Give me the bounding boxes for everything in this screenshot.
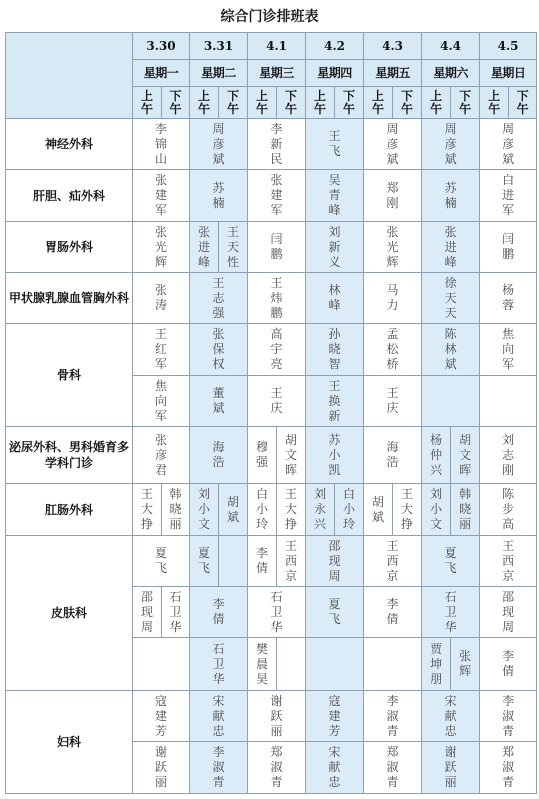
doctor-cell-text: 谢跃丽 [270,693,283,738]
doctor-cell-text: 宋献忠 [212,693,225,738]
weekday-header [190,60,248,87]
doctor-cell-text: 郑刚 [386,180,399,210]
table-row [6,691,537,742]
doctor-cell [133,587,162,638]
department-hepatobiliary [6,170,133,222]
doctor-cell [277,536,306,587]
doctor-cell [190,376,248,427]
am-header-text: 上午 [198,88,211,116]
doctor-cell-text: 邵现周 [328,538,341,583]
doctor-cell [133,324,190,376]
doctor-cell-text: 张光辉 [386,224,399,269]
doctor-cell [306,273,364,324]
date-header-text: 4.4 [440,38,462,53]
doctor-cell [248,273,306,324]
doctor-cell-text: 穆强 [256,440,269,469]
doctor-cell [190,638,248,691]
doctor-cell [480,324,537,376]
weekday-header-text: 星期四 [317,65,352,80]
doctor-cell [133,484,162,536]
doctor-cell [306,119,364,170]
department-orthopedics [6,324,133,427]
table-row [6,484,537,536]
am-header [480,87,509,119]
doctor-cell [393,484,422,536]
weekday-header [133,60,190,87]
doctor-cell-text: 闫鹏 [270,232,283,261]
doctor-cell-text: 王西京 [285,538,298,583]
table-row [6,324,537,376]
empty-cell [219,536,248,587]
doctor-cell [422,742,480,794]
doctor-cell [422,427,451,484]
doctor-cell [219,222,248,273]
doctor-cell [248,587,306,638]
doctor-cell [248,170,306,222]
doctor-cell-text: 刘永兴 [314,487,327,531]
doctor-cell-text: 李倩 [212,597,225,626]
doctor-cell-text: 夏飞 [328,597,341,626]
doctor-cell-text: 王志强 [212,275,225,320]
doctor-cell [422,536,480,587]
doctor-cell [422,119,480,170]
doctor-cell [133,376,190,427]
doctor-cell [422,691,480,742]
doctor-cell [219,484,248,536]
weekday-header-text: 星期日 [490,65,526,80]
doctor-cell-text: 李倩 [256,546,269,575]
doctor-cell-text: 周彦斌 [212,121,225,166]
am-header-text: 上午 [256,88,269,116]
date-header-text: 4.3 [382,38,404,53]
table-row [6,536,537,587]
doctor-cell-text: 夏飞 [444,546,457,575]
weekday-header [422,60,480,87]
doctor-cell [422,170,480,222]
doctor-cell [364,536,422,587]
doctor-cell [306,484,335,536]
doctor-cell [364,376,422,427]
department-anorectal-text: 肛肠外科 [44,502,93,517]
doctor-cell-text: 宋献忠 [444,693,457,738]
doctor-cell [248,691,306,742]
department-thyroid-breast [6,273,133,324]
doctor-cell [133,222,190,273]
doctor-cell [248,638,277,691]
doctor-cell-text: 孟松桥 [386,327,399,371]
doctor-cell-text: 王换新 [328,378,341,423]
doctor-cell-text: 胡斌 [227,494,240,524]
doctor-cell-text: 刘小文 [430,487,443,531]
doctor-cell [364,222,422,273]
table-row [6,427,537,484]
doctor-cell-text: 郑淑青 [386,745,399,789]
doctor-cell [306,170,364,222]
am-header-text: 上午 [430,88,443,116]
doctor-cell [190,273,248,324]
doctor-cell [306,376,364,427]
doctor-cell-text: 李淑青 [212,745,225,789]
pm-header-text: 下午 [169,88,182,116]
date-header-text: 4.1 [266,38,287,53]
pm-header [335,87,364,119]
table-row [6,273,537,324]
department-neurosurgery-text: 神经外科 [44,137,93,151]
doctor-cell-text: 刘新义 [328,224,341,269]
doctor-cell [364,587,422,638]
department-urology-text: 泌尿外科、男科婚育多学科门诊 [8,440,129,470]
weekday-header-text: 星期二 [201,65,236,80]
doctor-cell-text: 周彦斌 [386,121,399,166]
doctor-cell-text: 石卫华 [270,589,283,634]
doctor-cell [133,536,190,587]
doctor-cell-text: 邵现周 [502,589,515,634]
doctor-cell-text: 王炜鹏 [270,275,283,320]
doctor-cell [451,427,480,484]
empty-cell [306,638,364,691]
doctor-cell-text: 苏小凯 [328,432,341,477]
doctor-cell-text: 周彦斌 [444,121,457,166]
doctor-cell-text: 苏楠 [444,180,457,210]
pm-header [451,87,480,119]
doctor-cell [364,170,422,222]
doctor-cell [306,427,364,484]
date-header [480,33,537,60]
doctor-cell [306,691,364,742]
doctor-cell [190,427,248,484]
department-dermatology-text: 皮肤科 [50,606,87,620]
doctor-cell [480,638,537,691]
doctor-cell [480,427,537,484]
weekday-header [248,60,306,87]
doctor-cell-text: 韩晓丽 [169,487,182,531]
table-row [6,170,537,222]
doctor-cell-text: 石卫华 [444,589,457,634]
department-orthopedics-text: 骨科 [56,368,81,382]
doctor-cell-text: 张涛 [154,283,167,312]
doctor-cell-text: 徐天天 [444,275,457,320]
date-header [190,33,248,60]
doctor-cell-text: 孙晓智 [328,327,341,371]
empty-cell [480,376,537,427]
doctor-cell-text: 李淑青 [386,693,399,738]
table-row [6,222,537,273]
doctor-cell-text: 张建军 [270,173,283,217]
department-hepatobiliary-text: 肝胆、疝外科 [32,188,105,203]
date-header [306,33,364,60]
am-header [422,87,451,119]
pm-header-text: 下午 [285,88,298,116]
doctor-cell [422,222,480,273]
doctor-cell [364,484,393,536]
doctor-cell-text: 张建军 [154,173,167,217]
doctor-cell-text: 张光辉 [154,224,167,269]
doctor-cell-text: 陈步高 [502,487,515,531]
pm-header [277,87,306,119]
doctor-cell [451,638,480,691]
doctor-cell-text: 董斌 [212,386,225,415]
doctor-cell-text: 谢跃丽 [154,745,167,789]
doctor-cell [248,376,306,427]
doctor-cell [364,273,422,324]
doctor-cell-text: 张彦君 [154,432,167,477]
doctor-cell [335,484,364,536]
doctor-cell [248,119,306,170]
doctor-cell-text: 郑淑青 [270,745,283,789]
doctor-cell [480,222,537,273]
doctor-cell-text: 宋献忠 [328,745,341,789]
weekday-header [306,60,364,87]
doctor-cell [133,691,190,742]
weekday-header-text: 星期三 [259,65,294,80]
empty-cell [133,638,190,691]
date-header-text: 4.5 [497,38,519,53]
pm-header-text: 下午 [459,88,472,116]
doctor-cell-text: 刘志刚 [502,432,515,477]
doctor-cell [277,484,306,536]
doctor-cell-text: 海浩 [386,440,399,469]
doctor-cell-text: 张辉 [459,649,472,678]
doctor-cell [306,742,364,794]
doctor-cell-text: 王大挣 [140,487,153,531]
doctor-cell-text: 张进峰 [198,224,211,269]
doctor-cell-text: 王庆 [270,386,283,415]
doctor-cell [162,587,190,638]
doctor-cell-text: 李倩 [502,649,515,678]
doctor-cell [162,484,190,536]
doctor-cell-text: 韩晓丽 [459,487,472,531]
pm-header [509,87,537,119]
doctor-cell [422,273,480,324]
weekday-header-text: 星期一 [143,65,179,80]
empty-cell [364,638,422,691]
pm-header-text: 下午 [516,88,529,116]
doctor-cell-text: 海浩 [212,440,225,469]
doctor-cell-text: 王西京 [386,538,399,583]
doctor-cell [190,119,248,170]
doctor-cell-text: 樊晨昊 [256,641,269,686]
doctor-cell-text: 李淑青 [502,693,515,738]
doctor-cell-text: 寇建芳 [328,693,341,738]
doctor-cell [248,324,306,376]
doctor-cell [422,587,480,638]
doctor-cell [480,170,537,222]
doctor-cell [277,427,306,484]
doctor-cell [422,638,451,691]
empty-cell [422,376,480,427]
doctor-cell-text: 胡斌 [372,494,385,524]
pm-header [393,87,422,119]
doctor-cell [190,222,219,273]
doctor-cell [364,427,422,484]
doctor-cell-text: 焦向军 [502,327,515,371]
doctor-cell-text: 胡文晖 [285,432,298,477]
am-header [133,87,162,119]
doctor-cell-text: 刘小文 [198,487,211,531]
doctor-cell [364,119,422,170]
doctor-cell-text: 王飞 [328,129,341,158]
doctor-cell [480,484,537,536]
doctor-cell [190,484,219,536]
doctor-cell [133,427,190,484]
department-gynecology-text: 妇科 [56,735,81,749]
doctor-cell [133,170,190,222]
doctor-cell [364,742,422,794]
doctor-cell [248,536,277,587]
doctor-cell-text: 夏飞 [198,546,211,575]
doctor-cell [190,170,248,222]
doctor-cell [480,273,537,324]
doctor-cell [248,742,306,794]
am-header [190,87,219,119]
weekday-header-text: 星期六 [433,65,468,80]
doctor-cell-text: 王天性 [227,224,240,269]
date-header [364,33,422,60]
date-header-text: 3.31 [203,38,234,53]
am-header [364,87,393,119]
weekday-header [364,60,422,87]
doctor-cell [422,484,451,536]
doctor-cell-text: 胡文晖 [459,432,472,477]
doctor-cell-text: 郑淑青 [502,745,515,789]
empty-cell [277,638,306,691]
schedule-table [5,32,537,794]
date-header [133,33,190,60]
doctor-cell-text: 白进军 [502,173,515,217]
department-gastrointestinal [6,222,133,273]
doctor-cell-text: 夏飞 [154,546,167,575]
pm-header [162,87,190,119]
doctor-cell [306,222,364,273]
doctor-cell [190,324,248,376]
doctor-cell-text: 吴青峰 [328,173,341,217]
doctor-cell-text: 王大挣 [401,487,414,531]
doctor-cell-text: 李新民 [270,121,283,166]
doctor-cell-text: 林峰 [328,283,341,312]
date-header [248,33,306,60]
department-anorectal [6,484,133,536]
pm-header-text: 下午 [343,88,356,116]
am-header-text: 上午 [140,88,153,116]
doctor-cell [190,742,248,794]
pm-header-text: 下午 [401,88,414,116]
doctor-cell-text: 贾坤朋 [430,641,443,686]
department-neurosurgery [6,119,133,170]
table-row [6,119,537,170]
am-header-text: 上午 [314,88,327,116]
doctor-cell-text: 高宇亮 [270,327,283,371]
doctor-cell-text: 陈林斌 [444,327,457,371]
doctor-cell-text: 王庆 [386,386,399,415]
date-header-text: 4.2 [324,38,345,53]
corner-cell [6,33,133,119]
doctor-cell-text: 白小玲 [343,487,356,531]
doctor-cell [190,691,248,742]
doctor-cell [422,324,480,376]
doctor-cell [133,742,190,794]
doctor-cell [480,119,537,170]
weekday-header [480,60,537,87]
department-urology [6,427,133,484]
doctor-cell [133,273,190,324]
doctor-cell [190,536,219,587]
pm-header [219,87,248,119]
doctor-cell [248,484,277,536]
doctor-cell-text: 石卫华 [212,641,225,686]
department-dermatology [6,536,133,691]
doctor-cell [306,324,364,376]
am-header [248,87,277,119]
doctor-cell-text: 王西京 [502,538,515,583]
doctor-cell [480,742,537,794]
department-gastrointestinal-text: 胃肠外科 [44,240,93,254]
date-header [422,33,480,60]
doctor-cell [480,587,537,638]
doctor-cell [248,222,306,273]
doctor-cell-text: 白小玲 [256,487,269,531]
am-header-text: 上午 [372,88,385,116]
doctor-cell-text: 寇建芳 [154,693,167,738]
doctor-cell-text: 焦向军 [154,378,167,423]
doctor-cell [248,427,277,484]
doctor-cell [480,691,537,742]
doctor-cell-text: 王大挣 [285,487,298,531]
doctor-cell-text: 杨仲兴 [430,432,443,477]
doctor-cell-text: 李锦山 [154,121,167,166]
doctor-cell [190,587,248,638]
doctor-cell [306,587,364,638]
doctor-cell [364,691,422,742]
doctor-cell-text: 邵现周 [140,589,153,634]
doctor-cell [133,119,190,170]
doctor-cell-text: 闫鹏 [502,232,515,261]
doctor-cell-text: 苏楠 [212,180,225,210]
doctor-cell-text: 马力 [386,283,399,312]
page-title: 综合门诊排班表 [220,9,319,25]
am-header-text: 上午 [488,88,501,116]
doctor-cell [364,324,422,376]
department-gynecology [6,691,133,794]
doctor-cell [451,484,480,536]
doctor-cell-text: 王红军 [154,327,167,371]
doctor-cell-text: 张保权 [212,327,225,371]
doctor-cell-text: 杨蓉 [502,283,515,312]
pm-header-text: 下午 [227,88,240,116]
doctor-cell-text: 李倩 [386,597,399,626]
doctor-cell [306,536,364,587]
doctor-cell-text: 周彦斌 [502,121,515,166]
am-header [306,87,335,119]
doctor-cell-text: 谢跃丽 [444,745,457,789]
weekday-header-text: 星期五 [375,65,410,80]
doctor-cell-text: 石卫华 [169,589,182,634]
department-thyroid-breast-text: 甲状腺乳腺血管胸外科 [8,291,129,305]
doctor-cell [480,536,537,587]
date-header-text: 3.30 [146,38,176,53]
doctor-cell-text: 张进峰 [444,224,457,269]
